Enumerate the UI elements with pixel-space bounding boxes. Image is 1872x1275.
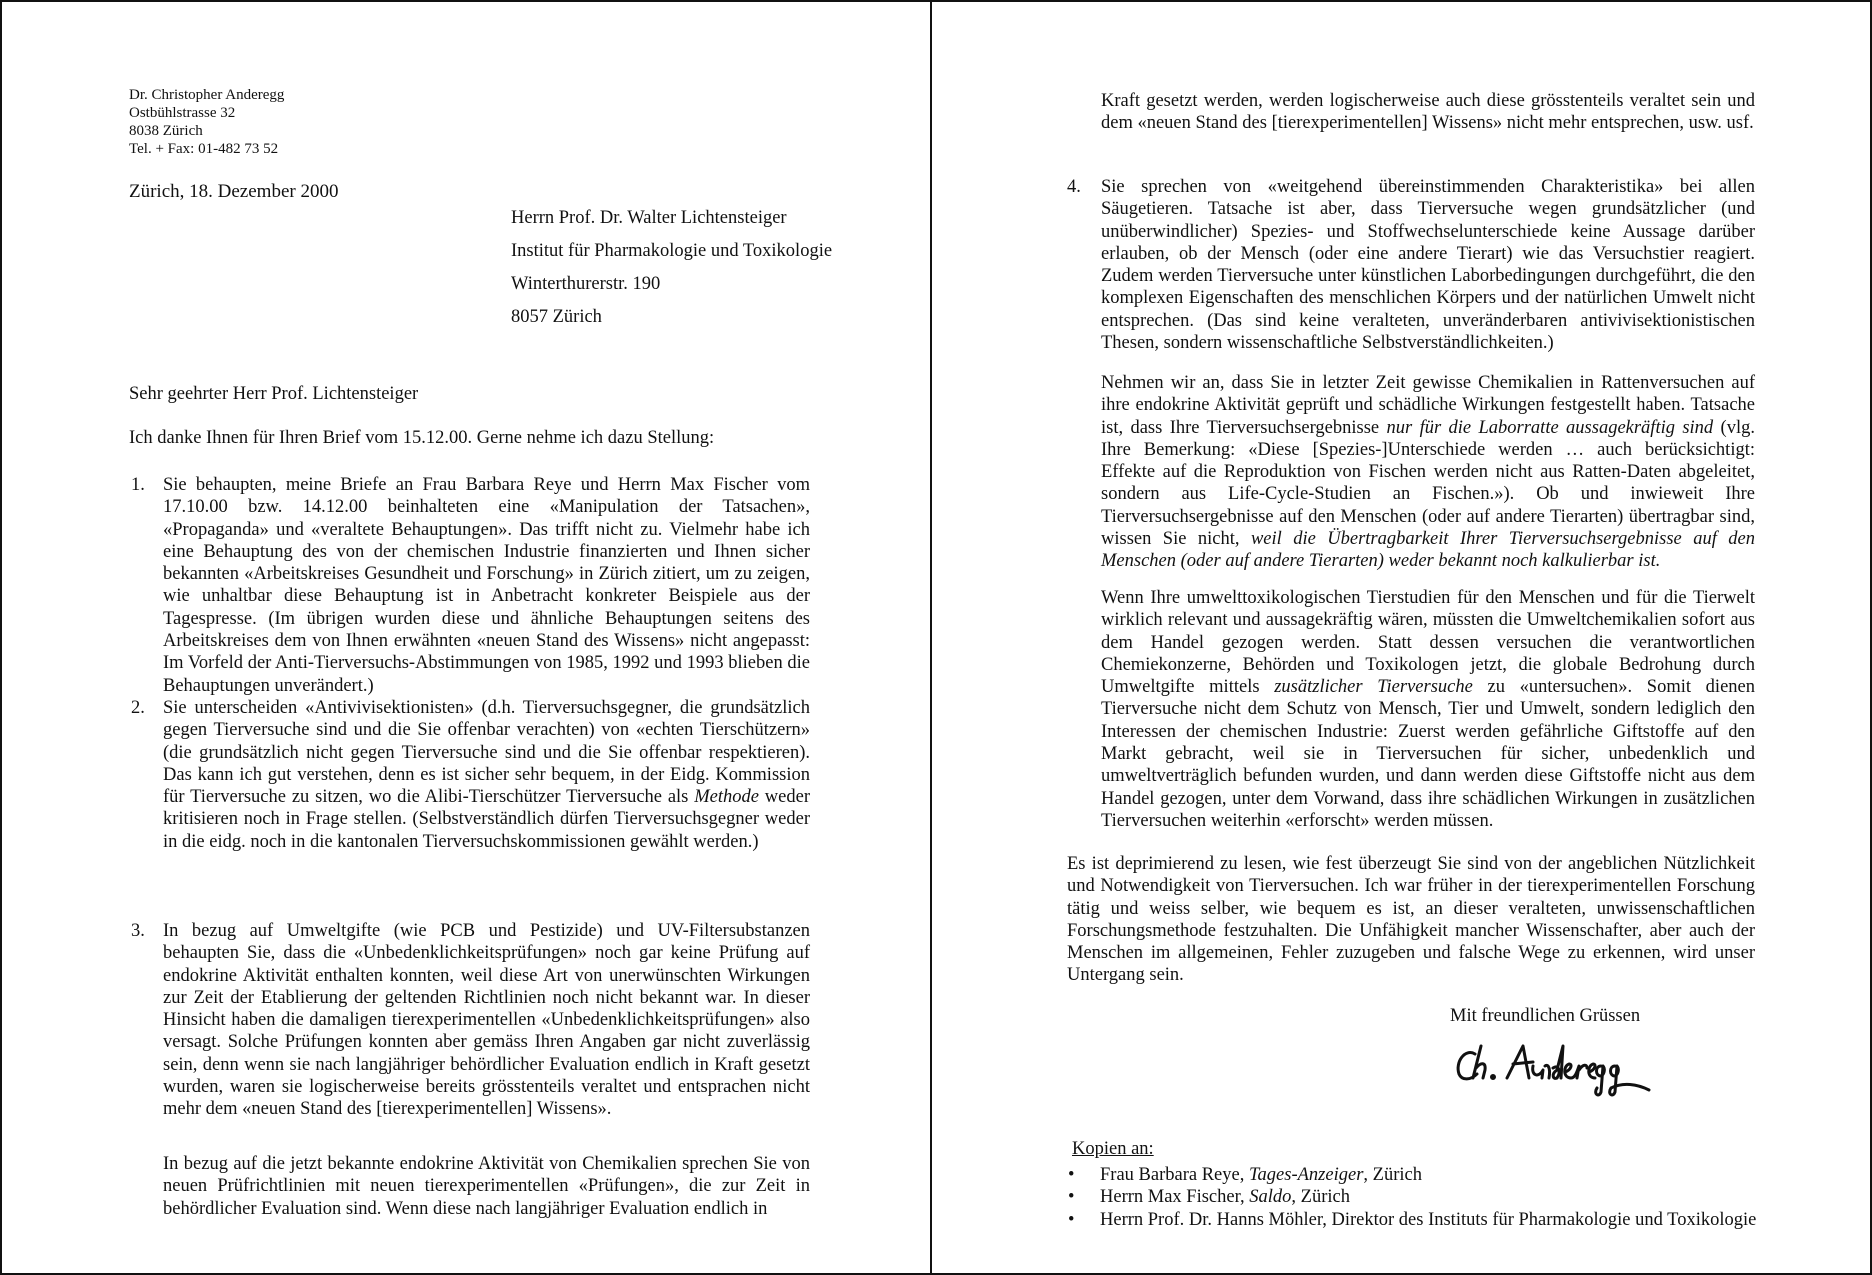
- point-text: Sie behaupten, meine Briefe an Frau Barbara Reye und Herrn Max Fischer vom 17.10.00 bzw. 14.12.00 beinhalteten eine «Manipulation der Tatsachen», «Propaganda» und «veraltete Behauptungen». Das trifft nicht zu. Vielmehr habe ich eine Behauptung des von der chemischen Industrie finanzierten und Ihnen sicher bekannten «Arbeitskreises Gesundheit und Forschung» in Zürich zitiert, um zu zeigen, wie unhaltbar diese Behauptung ist in Anbetracht konkreter Beispiele aus der Tagespresse. (Im übrigen wurden diese und ähnliche Behauptungen seitens des Arbeitskreises dem von Ihnen erwähnten «neuen Stand des Wissens» nicht angepasst: Im Vorfeld der Anti-Tierversuchs-Abstimmungen von 1985, 1992 und 1993 blieben die Behauptungen unverändert.): [163, 475, 810, 696]
- emphasis: zusätzlicher Tierversuche: [1274, 677, 1473, 698]
- point-text: Sie sprechen von «weitgehend übereinstimmenden Charakteristika» bei allen Säugetieren. Tatsache ist aber, dass Tierversuche wegen grundsätzlicher (und unüberwindlicher) Spezies- und Stoffwechselunterschiede keine Aussage darüber erlauben, ob der Mensch (oder eine andere Tierart) wie das Versuchstier reagiert. Zudem werden Tierversuche unter künstlichen Laborbedingungen durchgeführt, die den komplexen Eigenschaften des menschlichen Körpers und der natürlichen Umwelt nicht entsprechen. (Das sind keine veralteten, unveränderbaren antivivisektionistischen Thesen, sondern wissenschaftliche Selbstverständlichkeiten.): [1101, 177, 1755, 354]
- bullet-icon: •: [1068, 1187, 1075, 1208]
- bullet-icon: •: [1068, 1165, 1075, 1185]
- recipient-name: Herrn Prof. Dr. Walter Lichtensteiger: [511, 208, 787, 228]
- emphasis: weil die Übertragbarkeit Ihrer Tierversuchsergebnisse auf den Menschen (oder auf andere Tierarten) weder bekannt noch kalkulierbar ist.: [1101, 529, 1755, 572]
- emphasis: nur für die Laborratte aussagekräftig sind: [1386, 417, 1714, 438]
- salutation: Sehr geehrter Herr Prof. Lichtensteiger: [129, 384, 419, 404]
- bullet-icon: •: [1068, 1209, 1075, 1230]
- point-text: Sie unterscheiden «Antivivisektionisten» (d.h. Tierversuchsgegner, die grundsätzlich gegen Tierversuche sind und die Sie offenbar verachten) von «echten Tierschützern» (die grundsätzlich nicht gegen Tierversuche sind und die Sie offenbar respektieren). Das kann ich gut verstehen, denn es ist sicher sehr bequem, in der Eidg. Kommission für Tierversuche zu sitzen, wo die Alibi-Tierschützer Tierversuche als Methode weder kritisieren noch in Frage stellen. (Selbstverständlich dürfen Tierversuchsgegner weder in die eidg. noch in die kantonalen Tierversuchskommissionen gewählt werden.): [163, 698, 810, 852]
- point-number: 2.: [131, 698, 145, 718]
- sender-name: Dr. Christopher Anderegg: [129, 87, 285, 103]
- recipient-street: Winterthurerstr. 190: [511, 274, 661, 294]
- copy-recipient: • Herrn Prof. Dr. Hanns Möhler, Direktor des Instituts für Pharmakologie und Toxikologie: [1068, 1209, 1757, 1230]
- point-4-paragraph-3: Wenn Ihre umwelttoxikologischen Tierstudien für den Menschen und für die Tierwelt wirklich relevant und aussagekräftig wären, müssten die Umweltchemikalien sofort aus dem Handel gezogen werden. Statt dessen versuchen die verantwortlichen Chemiekonzerne, Behörden und Toxikologen jetzt, die globale Bedrohung durch Umweltgifte mittels zusätzlicher Tierversuche zu «untersuchen». Somit dienen Tierversuche nicht dem Schutz von Mensch, Tier und Umwelt, sondern lediglich den Interessen der chemischen Industrie: Zuerst werden gefährliche Giftstoffe auf den Markt gebracht, weil sie in Tierversuchen für sicher, unbedenklich und umweltverträglich befunden wurden, und dann werden diese Giftstoffe nicht aus dem Handel gezogen, unter dem Vorwand, dass ihre schädlichen Wirkungen in zusätzlichen Tierversuchen weiterhin «erforscht» werden müssen.: [1101, 588, 1755, 831]
- letter-page-2: [932, 0, 1870, 1275]
- copy-recipient: • Frau Barbara Reye, Tages-Anzeiger, Zürich: [1068, 1165, 1422, 1185]
- recipient-city: 8057 Zürich: [511, 307, 602, 327]
- emphasis: Methode: [694, 787, 759, 808]
- copies-heading: Kopien an:: [1072, 1139, 1154, 1159]
- point-3-continuation: Kraft gesetzt werden, werden logischerweise auch diese grösstenteils veraltet sein und dem «neuen Stand des [tierexperimentellen] Wissens» nicht mehr entsprechen, usw. usf.: [1101, 91, 1755, 134]
- signature: [1453, 1036, 1653, 1103]
- sender-city: 8038 Zürich: [129, 123, 203, 139]
- closing: Mit freundlichen Grüssen: [1450, 1006, 1641, 1026]
- letter-page-1: [0, 0, 930, 1275]
- sender-address: [129, 86, 284, 158]
- sender-street: Ostbühlstrasse 32: [129, 105, 236, 121]
- copy-recipient: • Herrn Max Fischer, Saldo, Zürich: [1068, 1187, 1350, 1208]
- conclusion-paragraph: Es ist deprimierend zu lesen, wie fest überzeugt Sie sind von der angeblichen Nützlichkeit und Notwendigkeit von Tierversuchen. Ich war früher in der tierexperimentellen Forschung tätig und weiss selber, wie bequem es ist, an dieser veralteten, unwissenschaftlichen Forschungsmethode festzuhalten. Die Unfähigkeit mancher Wissenschafter, aber auch der Menschen im allgemeinen, Fehler zuzugeben und falsche Wege zu erkennen, wird unser Untergang sein.: [1067, 854, 1755, 986]
- letter-date: Zürich, 18. Dezember 2000: [129, 181, 339, 202]
- recipient-institute: Institut für Pharmakologie und Toxikologie: [511, 241, 833, 261]
- point-number: 3.: [131, 921, 145, 941]
- sender-phone: Tel. + Fax: 01-482 73 52: [129, 141, 279, 157]
- point-text: In bezug auf Umweltgifte (wie PCB und Pestizide) und UV-Filtersubstanzen behaupten Sie, dass die «Unbedenklichkeitsprüfungen» noch gar keine Prüfung auf endokrine Aktivität enthalten konnten, weil diese Art von unerwünschten Wirkungen zur Zeit der Etablierung der geltenden Richtlinien noch nicht bekannt war. In dieser Hinsicht haben die damaligen tierexperimentellen «Unbedenklichkeitsprüfungen» also versagt. Solche Prüfungen konnten aber gemäss Ihren Angaben gar nicht zuverlässig sein, denn wenn sie nach langjähriger behördlicher Evaluation endlich in Kraft gesetzt wurden, waren sie logischerweise bereits grösstenteils veraltet und entsprachen nicht mehr dem «neuen Stand des [tierexperimentellen] Wissens».: [163, 921, 810, 1120]
- point-number: 1.: [131, 475, 145, 495]
- intro-paragraph: Ich danke Ihnen für Ihren Brief vom 15.12.00. Gerne nehme ich dazu Stellung:: [129, 428, 715, 448]
- point-number: 4.: [1067, 177, 1081, 197]
- point-3-continuation: In bezug auf die jetzt bekannte endokrine Aktivität von Chemikalien sprechen Sie von neuen Prüfrichtlinien mit neuen tierexperimentellen «Prüfungen», die zur Zeit in behördlicher Evaluation sind. Wenn diese nach langjähriger Evaluation endlich in: [163, 1154, 810, 1219]
- point-4-paragraph-2: Nehmen wir an, dass Sie in letzter Zeit gewisse Chemikalien in Rattenversuchen auf ihre endokrine Aktivität geprüft und schädliche Wirkungen festgestellt haben. Tatsache ist, dass Ihre Tierversuchsergebnisse nur für die Laborratte aussagekräftig sind (vlg. Ihre Bemerkung: «Diese [Spezies-]Unterschiede werden … auch berücksichtigt: Effekte auf die Reproduktion von Fischen werden nicht aus Ratten-Daten abgeleitet, sondern aus Life-Cycle-Studien an Fischen.»). Ob und inwieweit Ihre Tierversuchsergebnisse auf den Menschen (oder auf andere Tierarten) übertragbar sind, wissen Sie nicht, weil die Übertragbarkeit Ihrer Tierversuchsergebnisse auf den Menschen (oder auf andere Tierarten) weder bekannt noch kalkulierbar ist.: [1101, 373, 1755, 572]
- recipient-address: [511, 202, 832, 334]
- copies-list: [1068, 1164, 1756, 1231]
- signature-icon: [1453, 1036, 1653, 1098]
